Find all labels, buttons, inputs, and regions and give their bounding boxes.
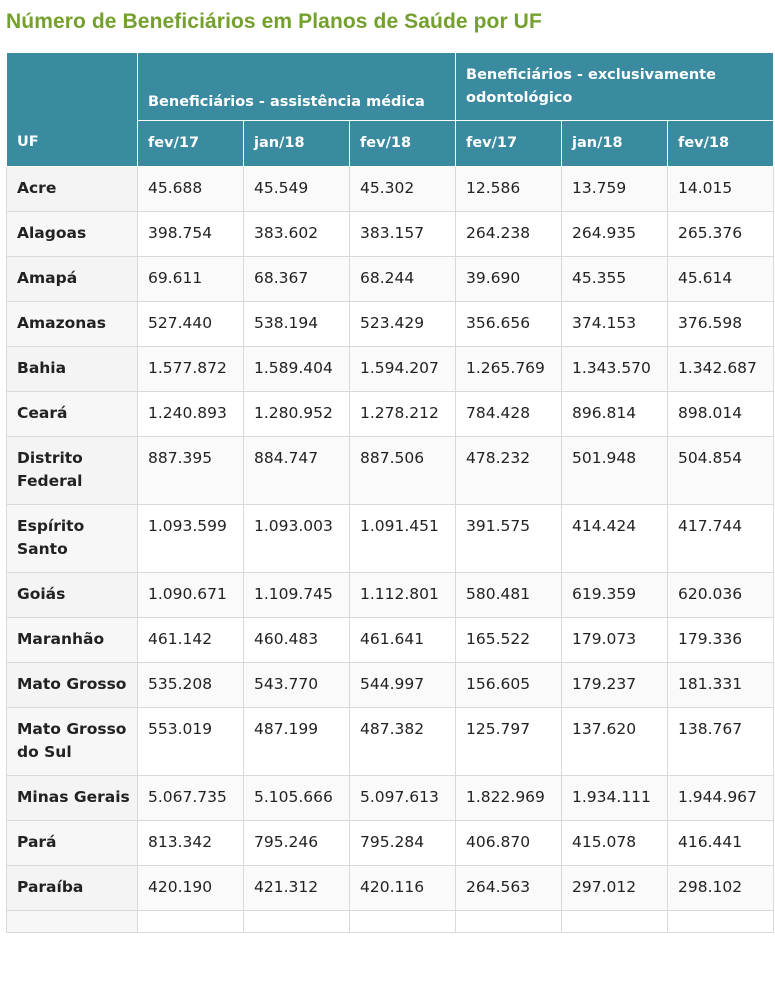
value-cell: 5.105.666: [244, 776, 350, 821]
value-cell: 13.759: [562, 167, 668, 212]
value-cell: 69.611: [138, 257, 244, 302]
beneficiaries-table: [6, 52, 774, 933]
header-uf: UF: [7, 53, 138, 167]
uf-cell: Espírito Santo: [7, 505, 138, 573]
table-row: [7, 167, 774, 212]
value-cell: 179.073: [562, 618, 668, 663]
header-group-odonto: Beneficiários - exclusivamente odontológico: [456, 53, 774, 121]
value-cell: 68.367: [244, 257, 350, 302]
value-cell: 1.112.801: [350, 573, 456, 618]
value-cell: 553.019: [138, 708, 244, 776]
value-cell: 1.093.003: [244, 505, 350, 573]
uf-cell: Ceará: [7, 392, 138, 437]
value-cell: 1.240.893: [138, 392, 244, 437]
header-period: fev/17: [456, 121, 562, 167]
value-cell: 391.575: [456, 505, 562, 573]
value-cell: 45.355: [562, 257, 668, 302]
uf-cell: Acre: [7, 167, 138, 212]
value-cell: [562, 911, 668, 933]
value-cell: 264.563: [456, 866, 562, 911]
value-cell: 1.091.451: [350, 505, 456, 573]
table-row: [7, 776, 774, 821]
table-header: [7, 53, 774, 167]
uf-cell: Bahia: [7, 347, 138, 392]
value-cell: 416.441: [668, 821, 774, 866]
header-period: fev/17: [138, 121, 244, 167]
uf-cell: Distrito Federal: [7, 437, 138, 505]
value-cell: 535.208: [138, 663, 244, 708]
value-cell: 179.237: [562, 663, 668, 708]
uf-cell: Mato Grosso: [7, 663, 138, 708]
value-cell: 374.153: [562, 302, 668, 347]
value-cell: 504.854: [668, 437, 774, 505]
value-cell: 1.093.599: [138, 505, 244, 573]
value-cell: 784.428: [456, 392, 562, 437]
value-cell: 45.302: [350, 167, 456, 212]
table-body: [7, 167, 774, 933]
table-row: [7, 821, 774, 866]
value-cell: 487.199: [244, 708, 350, 776]
header-period: fev/18: [668, 121, 774, 167]
value-cell: 1.594.207: [350, 347, 456, 392]
value-cell: 421.312: [244, 866, 350, 911]
table-row: [7, 663, 774, 708]
value-cell: 68.244: [350, 257, 456, 302]
value-cell: 887.506: [350, 437, 456, 505]
table-row: [7, 437, 774, 505]
value-cell: 1.944.967: [668, 776, 774, 821]
value-cell: 45.549: [244, 167, 350, 212]
value-cell: 461.641: [350, 618, 456, 663]
value-cell: 383.602: [244, 212, 350, 257]
value-cell: 45.614: [668, 257, 774, 302]
uf-cell: Goiás: [7, 573, 138, 618]
uf-cell: Alagoas: [7, 212, 138, 257]
value-cell: 1.342.687: [668, 347, 774, 392]
value-cell: 887.395: [138, 437, 244, 505]
value-cell: 5.067.735: [138, 776, 244, 821]
value-cell: 1.822.969: [456, 776, 562, 821]
value-cell: 1.278.212: [350, 392, 456, 437]
uf-cell: Minas Gerais: [7, 776, 138, 821]
value-cell: 501.948: [562, 437, 668, 505]
value-cell: 1.280.952: [244, 392, 350, 437]
value-cell: 156.605: [456, 663, 562, 708]
value-cell: 138.767: [668, 708, 774, 776]
value-cell: 179.336: [668, 618, 774, 663]
value-cell: 376.598: [668, 302, 774, 347]
value-cell: 264.238: [456, 212, 562, 257]
value-cell: 1.934.111: [562, 776, 668, 821]
value-cell: 538.194: [244, 302, 350, 347]
uf-cell: Maranhão: [7, 618, 138, 663]
value-cell: 460.483: [244, 618, 350, 663]
value-cell: 420.116: [350, 866, 456, 911]
value-cell: 298.102: [668, 866, 774, 911]
value-cell: 523.429: [350, 302, 456, 347]
table-row: [7, 505, 774, 573]
value-cell: 181.331: [668, 663, 774, 708]
value-cell: 406.870: [456, 821, 562, 866]
value-cell: 896.814: [562, 392, 668, 437]
header-period: jan/18: [562, 121, 668, 167]
table-row: [7, 347, 774, 392]
value-cell: 795.284: [350, 821, 456, 866]
header-period: jan/18: [244, 121, 350, 167]
table-row: [7, 911, 774, 933]
value-cell: 544.997: [350, 663, 456, 708]
value-cell: 383.157: [350, 212, 456, 257]
value-cell: 265.376: [668, 212, 774, 257]
value-cell: 125.797: [456, 708, 562, 776]
header-period: fev/18: [350, 121, 456, 167]
header-group-medica: Beneficiários - assistência médica: [138, 53, 456, 121]
value-cell: 1.577.872: [138, 347, 244, 392]
value-cell: 813.342: [138, 821, 244, 866]
value-cell: 620.036: [668, 573, 774, 618]
value-cell: 487.382: [350, 708, 456, 776]
value-cell: 417.744: [668, 505, 774, 573]
value-cell: 5.097.613: [350, 776, 456, 821]
value-cell: 137.620: [562, 708, 668, 776]
value-cell: [668, 911, 774, 933]
value-cell: 619.359: [562, 573, 668, 618]
uf-cell: Mato Grosso do Sul: [7, 708, 138, 776]
value-cell: 414.424: [562, 505, 668, 573]
value-cell: 45.688: [138, 167, 244, 212]
table-row: [7, 392, 774, 437]
table-row: [7, 257, 774, 302]
value-cell: 580.481: [456, 573, 562, 618]
uf-cell: Amazonas: [7, 302, 138, 347]
table-row: [7, 573, 774, 618]
value-cell: 39.690: [456, 257, 562, 302]
value-cell: 12.586: [456, 167, 562, 212]
value-cell: 420.190: [138, 866, 244, 911]
value-cell: 795.246: [244, 821, 350, 866]
value-cell: 165.522: [456, 618, 562, 663]
value-cell: [350, 911, 456, 933]
value-cell: [244, 911, 350, 933]
value-cell: 1.343.570: [562, 347, 668, 392]
table-row: [7, 708, 774, 776]
value-cell: 1.265.769: [456, 347, 562, 392]
value-cell: 1.090.671: [138, 573, 244, 618]
uf-cell: [7, 911, 138, 933]
uf-cell: Pará: [7, 821, 138, 866]
value-cell: 14.015: [668, 167, 774, 212]
table-row: [7, 866, 774, 911]
value-cell: 461.142: [138, 618, 244, 663]
value-cell: 264.935: [562, 212, 668, 257]
table-row: [7, 302, 774, 347]
value-cell: 527.440: [138, 302, 244, 347]
value-cell: 1.109.745: [244, 573, 350, 618]
page-title: Número de Beneficiários em Planos de Saúde por UF: [6, 10, 542, 33]
table-row: [7, 618, 774, 663]
value-cell: 398.754: [138, 212, 244, 257]
value-cell: 356.656: [456, 302, 562, 347]
value-cell: 543.770: [244, 663, 350, 708]
value-cell: 1.589.404: [244, 347, 350, 392]
value-cell: 884.747: [244, 437, 350, 505]
value-cell: [456, 911, 562, 933]
table-row: [7, 212, 774, 257]
value-cell: 297.012: [562, 866, 668, 911]
uf-cell: Paraíba: [7, 866, 138, 911]
value-cell: 898.014: [668, 392, 774, 437]
value-cell: 415.078: [562, 821, 668, 866]
uf-cell: Amapá: [7, 257, 138, 302]
value-cell: 478.232: [456, 437, 562, 505]
value-cell: [138, 911, 244, 933]
